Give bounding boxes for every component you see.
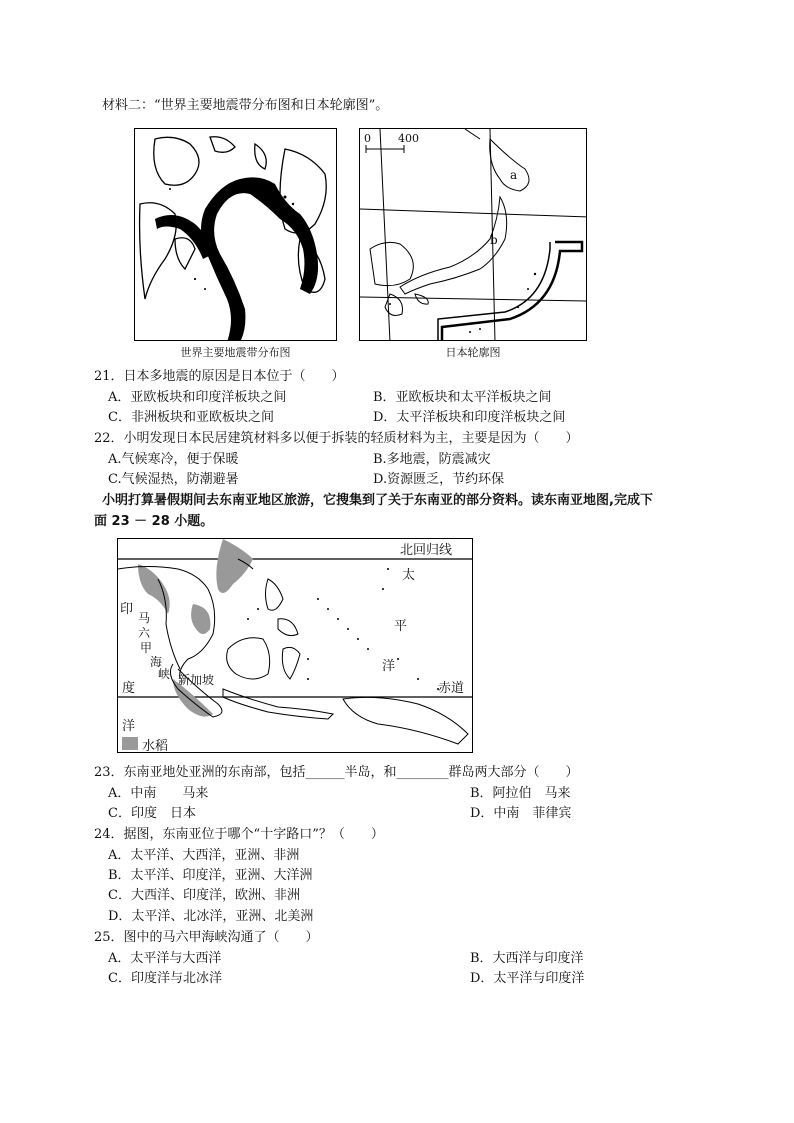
strait-char-4: 海	[150, 655, 163, 669]
q22-option-a[interactable]: A.气候寒冷，便于保暖	[108, 452, 239, 467]
indian-char-3: 洋	[122, 719, 136, 734]
q23-option-a[interactable]: A．中南 马来	[108, 786, 209, 801]
q23-option-b[interactable]: B．阿拉伯 马来	[470, 786, 571, 801]
q22-option-b[interactable]: B.多地震，防震减灾	[373, 452, 491, 467]
japan-map-caption: 日本轮廓图	[445, 346, 501, 359]
intro-line-1: 小明打算暑假期间去东南亚地区旅游，它搜集到了关于东南亚的部分资料。读东南亚地图,完成下	[102, 493, 653, 508]
q21-option-d[interactable]: D．太平洋板块和印度洋板块之间	[373, 410, 566, 425]
q21-option-a[interactable]: A．亚欧板块和印度洋板块之间	[108, 390, 287, 405]
q24-option-b[interactable]: B．太平洋、印度洋，亚洲、大洋洲	[108, 868, 313, 883]
q25-option-a[interactable]: A．太平洋与大西洋	[108, 951, 222, 966]
strait-char-1: 马	[138, 611, 151, 625]
q23-option-d[interactable]: D．中南 菲律宾	[470, 806, 572, 821]
southeast-asia-map	[117, 538, 473, 753]
q24-option-d[interactable]: D．太平洋、北冰洋，亚洲、北美洲	[108, 909, 314, 924]
q25-option-c[interactable]: C．印度洋与北冰洋	[108, 971, 222, 986]
earthquake-map-caption: 世界主要地震带分布图	[180, 346, 291, 359]
earthquake-belt-map-drawing	[135, 129, 337, 341]
japan-map-drawing	[360, 129, 587, 341]
q21-option-b[interactable]: B．亚欧板块和太平洋板块之间	[373, 390, 552, 405]
q23-stem: 23．东南亚地处亚洲的东南部，包括______半岛，和________群岛两大部分（ ）	[94, 765, 579, 780]
q21-stem: 21．日本多地震的原因是日本位于（ ）	[94, 369, 345, 384]
southeast-asia-map-drawing	[118, 539, 473, 753]
strait-char-3: 甲	[140, 641, 153, 655]
q21-option-c[interactable]: C．非洲板块和亚欧板块之间	[108, 410, 274, 425]
pacific-char-1: 太	[402, 568, 416, 583]
strait-char-5: 峡	[158, 667, 171, 681]
japan-outline-map	[359, 128, 587, 341]
scale-end: 400	[398, 132, 419, 145]
q22-option-c[interactable]: C.气候湿热，防潮避暑	[108, 472, 239, 487]
q25-option-d[interactable]: D．太平洋与印度洋	[470, 971, 585, 986]
label-b: b	[490, 233, 498, 247]
rice-legend-label: 水稻	[142, 739, 169, 753]
label-a: a	[510, 168, 518, 182]
rice-legend-swatch	[122, 737, 138, 750]
material-title: 材料二：“世界主要地震带分布图和日本轮廓图”。	[102, 98, 389, 113]
q24-option-c[interactable]: C．大西洋、印度洋，欧洲、非洲	[108, 888, 300, 903]
indian-char-2: 度	[122, 681, 136, 696]
q22-stem: 22．小明发现日本民居建筑材料多以便于拆装的轻质材料为主，主要是因为（ ）	[94, 431, 579, 446]
strait-char-2: 六	[138, 626, 151, 640]
indian-char-1: 印	[120, 602, 134, 617]
earthquake-belt-map	[134, 128, 337, 341]
q24-option-a[interactable]: A．太平洋、大西洋，亚洲、非洲	[108, 848, 300, 863]
scale-start: 0	[364, 132, 371, 145]
q23-option-c[interactable]: C．印度 日本	[108, 806, 196, 821]
pacific-char-2: 平	[394, 619, 408, 634]
q22-option-d[interactable]: D.资源匮乏，节约环保	[373, 472, 505, 487]
equator-label: 赤道	[438, 681, 465, 696]
intro-line-2: 面 23 － 28 小题。	[94, 514, 214, 529]
pacific-char-3: 洋	[382, 659, 396, 674]
singapore-label: 新加坡	[178, 673, 215, 687]
tropic-of-cancer-label: 北回归线	[400, 543, 453, 558]
q25-option-b[interactable]: B．大西洋与印度洋	[470, 951, 584, 966]
q25-stem: 25．图中的马六甲海峡沟通了（ ）	[94, 930, 319, 945]
q24-stem: 24．据图，东南亚位于哪个“十字路口”？（ ）	[94, 827, 384, 842]
